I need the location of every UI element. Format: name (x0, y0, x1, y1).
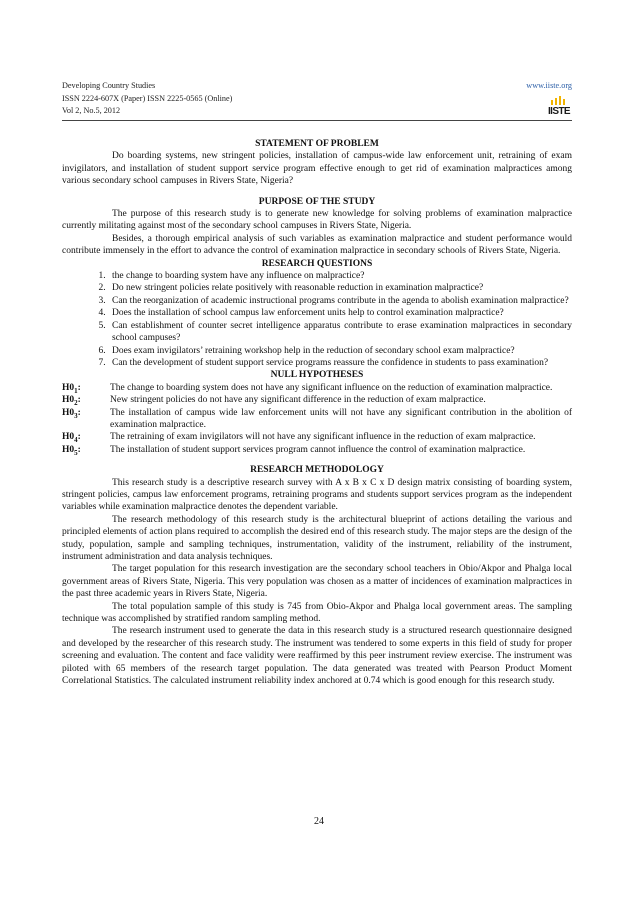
journal-issn: ISSN 2224-607X (Paper) ISSN 2225-0565 (Online) (62, 93, 233, 103)
list-item: 2. Do new stringent policies relate positively with reasonable reduction in examination malpractice? (108, 282, 572, 294)
page-header (62, 80, 572, 120)
list-item: 6. Does exam invigilators’ retraining workshop help in the reduction of secondary school exam malpractice? (108, 345, 572, 357)
research-questions-list (62, 270, 572, 369)
page-number: 24 (314, 816, 324, 827)
journal-volume: Vol 2, No.5, 2012 (62, 106, 121, 115)
header-divider (62, 120, 572, 121)
hypothesis-item: $H0_2$: New stringent policies do not have any significant difference in the reduction of exam malpractice. (62, 395, 486, 408)
statement-heading: STATEMENT OF PROBLEM (255, 139, 379, 149)
questions-heading: RESEARCH QUESTIONS (261, 258, 373, 269)
purpose-paragraph-2: Besides, a thorough empirical analysis of such variables as examination malpractice and student performance would contribute immensely in the effort to advance the control of examination malpractice in secondary schools of Rivers State, Nigeria. (62, 233, 572, 257)
list-item: 7. Can the development of student support service programs reassure the confidence in students to pass examination? (108, 357, 572, 369)
logo-text: IISTE (548, 106, 571, 117)
methodology-paragraph-4: The total population sample of this study is 745 from Obio-Akpor and Phalga local government areas. The sampling technique was accomplished by stratified random sampling method. (62, 601, 572, 625)
iiste-logo-icon (548, 93, 570, 117)
article-body (62, 138, 572, 687)
journal-name: Developing Country Studies (62, 81, 156, 90)
hypothesis-item: $H0_4$: The retraining of exam invigilators will not have any significant influence in the reduction of exam malpractice. (62, 432, 536, 445)
methodology-paragraph-3: The target population for this research investigation are the secondary school teachers in Obio/Akpor and Phalga local government areas of Rivers State, Nigeria. This very population was chosen as a matter of incidences of examination malpractices in the past three academic years in Rivers State, Nigeria. (62, 564, 572, 600)
list-item: 1. the change to boarding system have any influence on malpractice? (108, 270, 572, 282)
statement-paragraph: Do boarding systems, new stringent policies, installation of campus-wide law enforcement unit, retraining of exam invigilators, and installation of student support service program effective enough to get rid of examination malpractices among various secondary school campuses in Rivers State, Nigeria? (62, 151, 572, 187)
hypothesis-item: $H0_1$: The change to boarding system does not have any significant influence on the reduction of examination malpractice. (62, 382, 553, 395)
hypotheses-heading: NULL HYPOTHESES (270, 370, 364, 381)
hypothesis-item: $H0_5$: The installation of student support services program cannot influence the control of examination malpractice. (62, 444, 526, 457)
list-item: 5. Can establishment of counter secret intelligence apparatus contribute to erase examination malpractices in secondary school campuses? (108, 320, 572, 345)
purpose-paragraph-1: The purpose of this research study is to generate new knowledge for solving problems of examination malpractice currently militating against most of the secondary school campuses in Rivers State, Nigeria. (62, 209, 572, 232)
methodology-paragraph-2: The research methodology of this research study is the architectural blueprint of actions detailing the various and principled elements of action plans required to accomplish the desired end of this research study. The major steps are the design of the study, population, sample and sampling techniques, instrumentation, validity of the instrument, reliability of the instrument, instrument administration and data analysis techniques. (62, 514, 572, 562)
journal-url-link[interactable]: www.iiste.org (526, 81, 572, 90)
list-item: 3. Can the reorganization of academic instructional programs contribute in the agenda to abolish examination malpractice? (108, 295, 572, 307)
methodology-paragraph-1: This research study is a descriptive research survey with A x B x C x D design matrix consisting of boarding system, stringent policies, campus law enforcement programs, retraining programs and students support services program as the independent variables while examination malpractice denotes the dependent variable. (62, 477, 572, 513)
purpose-heading: PURPOSE OF THE STUDY (258, 196, 376, 207)
methodology-paragraph-5: The research instrument used to generate the data in this research study is a structured research questionnaire designed and developed by the researcher of this research study. The instrument was tendered to some experts in this field of study for proper screening and evaluation. The content and face validity were reaffirmed by this peer instrument review exercise. The instrument was piloted with 65 members of the research target population. The data generated was treated with Pearson Product Moment Correlational Statistics. The calculated instrument reliability index anchored at 0.74 which is good enough for this research study. (62, 626, 572, 687)
list-item: 4. Does the installation of school campus law enforcement units help to control examination malpractice? (108, 307, 572, 319)
methodology-heading: RESEARCH METHODOLOGY (250, 465, 384, 476)
hypothesis-item: $H0_3$: The installation of campus wide law enforcement units will not have any significant contribution in the abolition of examination malpractice. (62, 407, 572, 430)
